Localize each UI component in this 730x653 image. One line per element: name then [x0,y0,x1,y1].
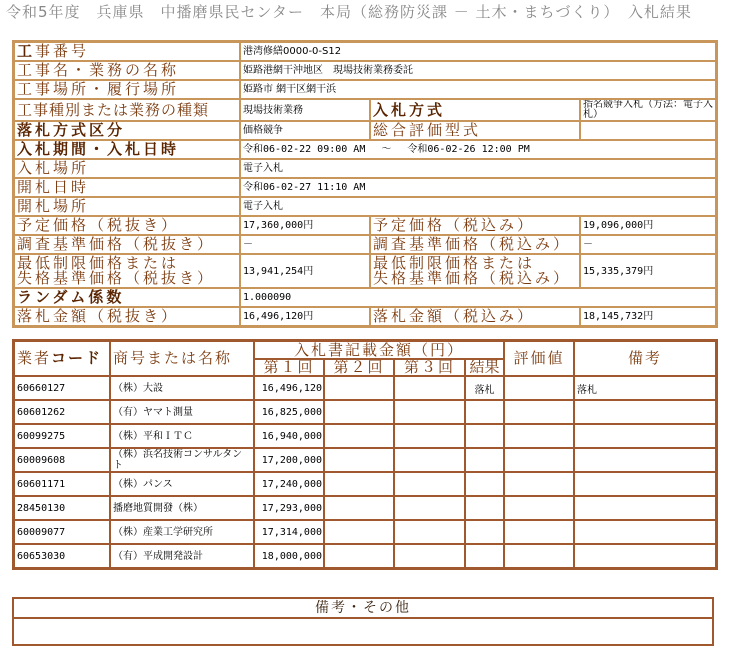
survey-price-in-value: － [580,235,716,254]
round-2-amount [324,448,394,472]
evaluation-value [504,448,574,472]
min-price-in-label: 最低制限価格または 失格基準価格（税込み） [370,254,580,288]
work-number-value: 港湾修繕0000-0-S12 [240,42,716,61]
row-remarks [574,520,716,544]
evaluation-value [504,520,574,544]
bid-info-table [12,40,718,328]
company-name: （有）平成開発設計 [110,544,254,568]
work-type-value: 現場技術業務 [240,99,370,121]
col-round-3: 第３回 [394,359,465,376]
bidders-table [12,339,718,570]
vendor-code: 60653030 [14,544,110,568]
col-remarks: 備考 [574,341,716,376]
bid-result [465,448,504,472]
planned-price-in-value: 19,096,000円 [580,216,716,235]
bid-result [465,496,504,520]
evaluation-value [504,424,574,448]
remarks-other-content [14,619,712,644]
round-3-amount [394,496,465,520]
vendor-code: 60009077 [14,520,110,544]
bid-method-label: 入札方式 [370,99,580,121]
table-row [14,544,716,568]
round-1-amount: 16,496,120 [254,376,324,400]
round-3-amount [394,400,465,424]
random-coef-label: ランダム係数 [14,288,240,307]
min-price-ex-value: 13,941,254円 [240,254,370,288]
round-1-amount: 16,825,000 [254,400,324,424]
round-3-amount [394,376,465,400]
open-place-label: 開札場所 [14,197,240,216]
round-2-amount [324,544,394,568]
remarks-other-title: 備考・その他 [14,599,712,619]
round-1-amount: 17,293,000 [254,496,324,520]
planned-price-ex-value: 17,360,000円 [240,216,370,235]
round-1-amount: 17,200,000 [254,448,324,472]
row-remarks [574,424,716,448]
round-3-amount [394,424,465,448]
company-name: （株）大設 [110,376,254,400]
bid-result [465,472,504,496]
round-3-amount [394,448,465,472]
round-2-amount [324,376,394,400]
open-date-value: 令和06-02-27 11:10 AM [240,178,716,197]
round-2-amount [324,400,394,424]
eval-type-label: 総合評価型式 [370,121,580,140]
survey-price-ex-value: － [240,235,370,254]
award-amount-ex-label: 落札金額（税抜き） [14,307,240,326]
col-bid-amount-group: 入札書記載金額（円） [254,341,504,359]
vendor-code: 28450130 [14,496,110,520]
bid-period-label: 入札期間・入札日時 [14,140,240,159]
bid-place-value: 電子入札 [240,159,716,178]
col-result: 結果 [465,359,504,376]
vendor-code: 60660127 [14,376,110,400]
random-coef-value: 1.000090 [240,288,716,307]
col-vendor-code: 業者コード [14,341,110,376]
row-remarks [574,400,716,424]
round-2-amount [324,520,394,544]
award-amount-in-label: 落札金額（税込み） [370,307,580,326]
col-company-name: 商号または名称 [110,341,254,376]
row-remarks: 落札 [574,376,716,400]
open-date-label: 開札日時 [14,178,240,197]
bid-result [465,400,504,424]
work-place-value: 姫路市 網干区網干浜 [240,80,716,99]
work-name-value: 姫路港網干沖地区 現場技術業務委託 [240,61,716,80]
table-row [14,520,716,544]
vendor-code: 60601171 [14,472,110,496]
table-row [14,496,716,520]
table-row [14,424,716,448]
open-place-value: 電子入札 [240,197,716,216]
vendor-code: 60099275 [14,424,110,448]
row-remarks [574,496,716,520]
page-title: 令和5年度 兵庫県 中播磨県民センター 本局（総務防災課 － 土木・まちづくり） 入札結果 [6,3,692,21]
round-1-amount: 17,314,000 [254,520,324,544]
round-2-amount [324,496,394,520]
bid-result [465,520,504,544]
bid-method-value: 指名競争入札（方法：電子入札） [580,99,716,121]
company-name: （株）平和ＩＴＣ [110,424,254,448]
min-price-ex-label: 最低制限価格または 失格基準価格（税抜き） [14,254,240,288]
row-remarks [574,472,716,496]
award-method-value: 価格競争 [240,121,370,140]
vendor-code: 60009608 [14,448,110,472]
work-type-label: 工事種別または業務の種類 [14,99,240,121]
company-name: 播磨地質開發（株） [110,496,254,520]
round-1-amount: 16,940,000 [254,424,324,448]
award-amount-in-value: 18,145,732円 [580,307,716,326]
row-remarks [574,448,716,472]
company-name: （有）ヤマト測量 [110,400,254,424]
planned-price-in-label: 予定価格（税込み） [370,216,580,235]
col-round-2: 第２回 [324,359,394,376]
evaluation-value [504,400,574,424]
company-name: （株）浜名技術コンサルタント [110,448,254,472]
evaluation-value [504,544,574,568]
award-method-label: 落札方式区分 [14,121,240,140]
company-name: （株）パンス [110,472,254,496]
evaluation-value [504,472,574,496]
work-number-label: 工事番号 [14,42,240,61]
row-remarks [574,544,716,568]
bid-result [465,424,504,448]
min-price-in-value: 15,335,379円 [580,254,716,288]
evaluation-value [504,496,574,520]
remarks-other-box [12,597,714,646]
evaluation-value [504,376,574,400]
bid-result: 落札 [465,376,504,400]
work-name-label: 工事名・業務の名称 [14,61,240,80]
award-amount-ex-value: 16,496,120円 [240,307,370,326]
survey-price-in-label: 調査基準価格（税込み） [370,235,580,254]
table-row [14,472,716,496]
bid-result [465,544,504,568]
bid-place-label: 入札場所 [14,159,240,178]
col-evaluation: 評価値 [504,341,574,376]
round-1-amount: 18,000,000 [254,544,324,568]
planned-price-ex-label: 予定価格（税抜き） [14,216,240,235]
round-3-amount [394,472,465,496]
table-row [14,376,716,400]
round-2-amount [324,424,394,448]
company-name: （株）産業工学研究所 [110,520,254,544]
round-2-amount [324,472,394,496]
round-3-amount [394,544,465,568]
eval-type-value [580,121,716,140]
round-3-amount [394,520,465,544]
work-place-label: 工事場所・履行場所 [14,80,240,99]
col-round-1: 第１回 [254,359,324,376]
bid-period-value: 令和06-02-22 09:00 AM ～ 令和06-02-26 12:00 PM [240,140,716,159]
table-row [14,448,716,472]
table-row [14,400,716,424]
vendor-code: 60601262 [14,400,110,424]
survey-price-ex-label: 調査基準価格（税抜き） [14,235,240,254]
round-1-amount: 17,240,000 [254,472,324,496]
